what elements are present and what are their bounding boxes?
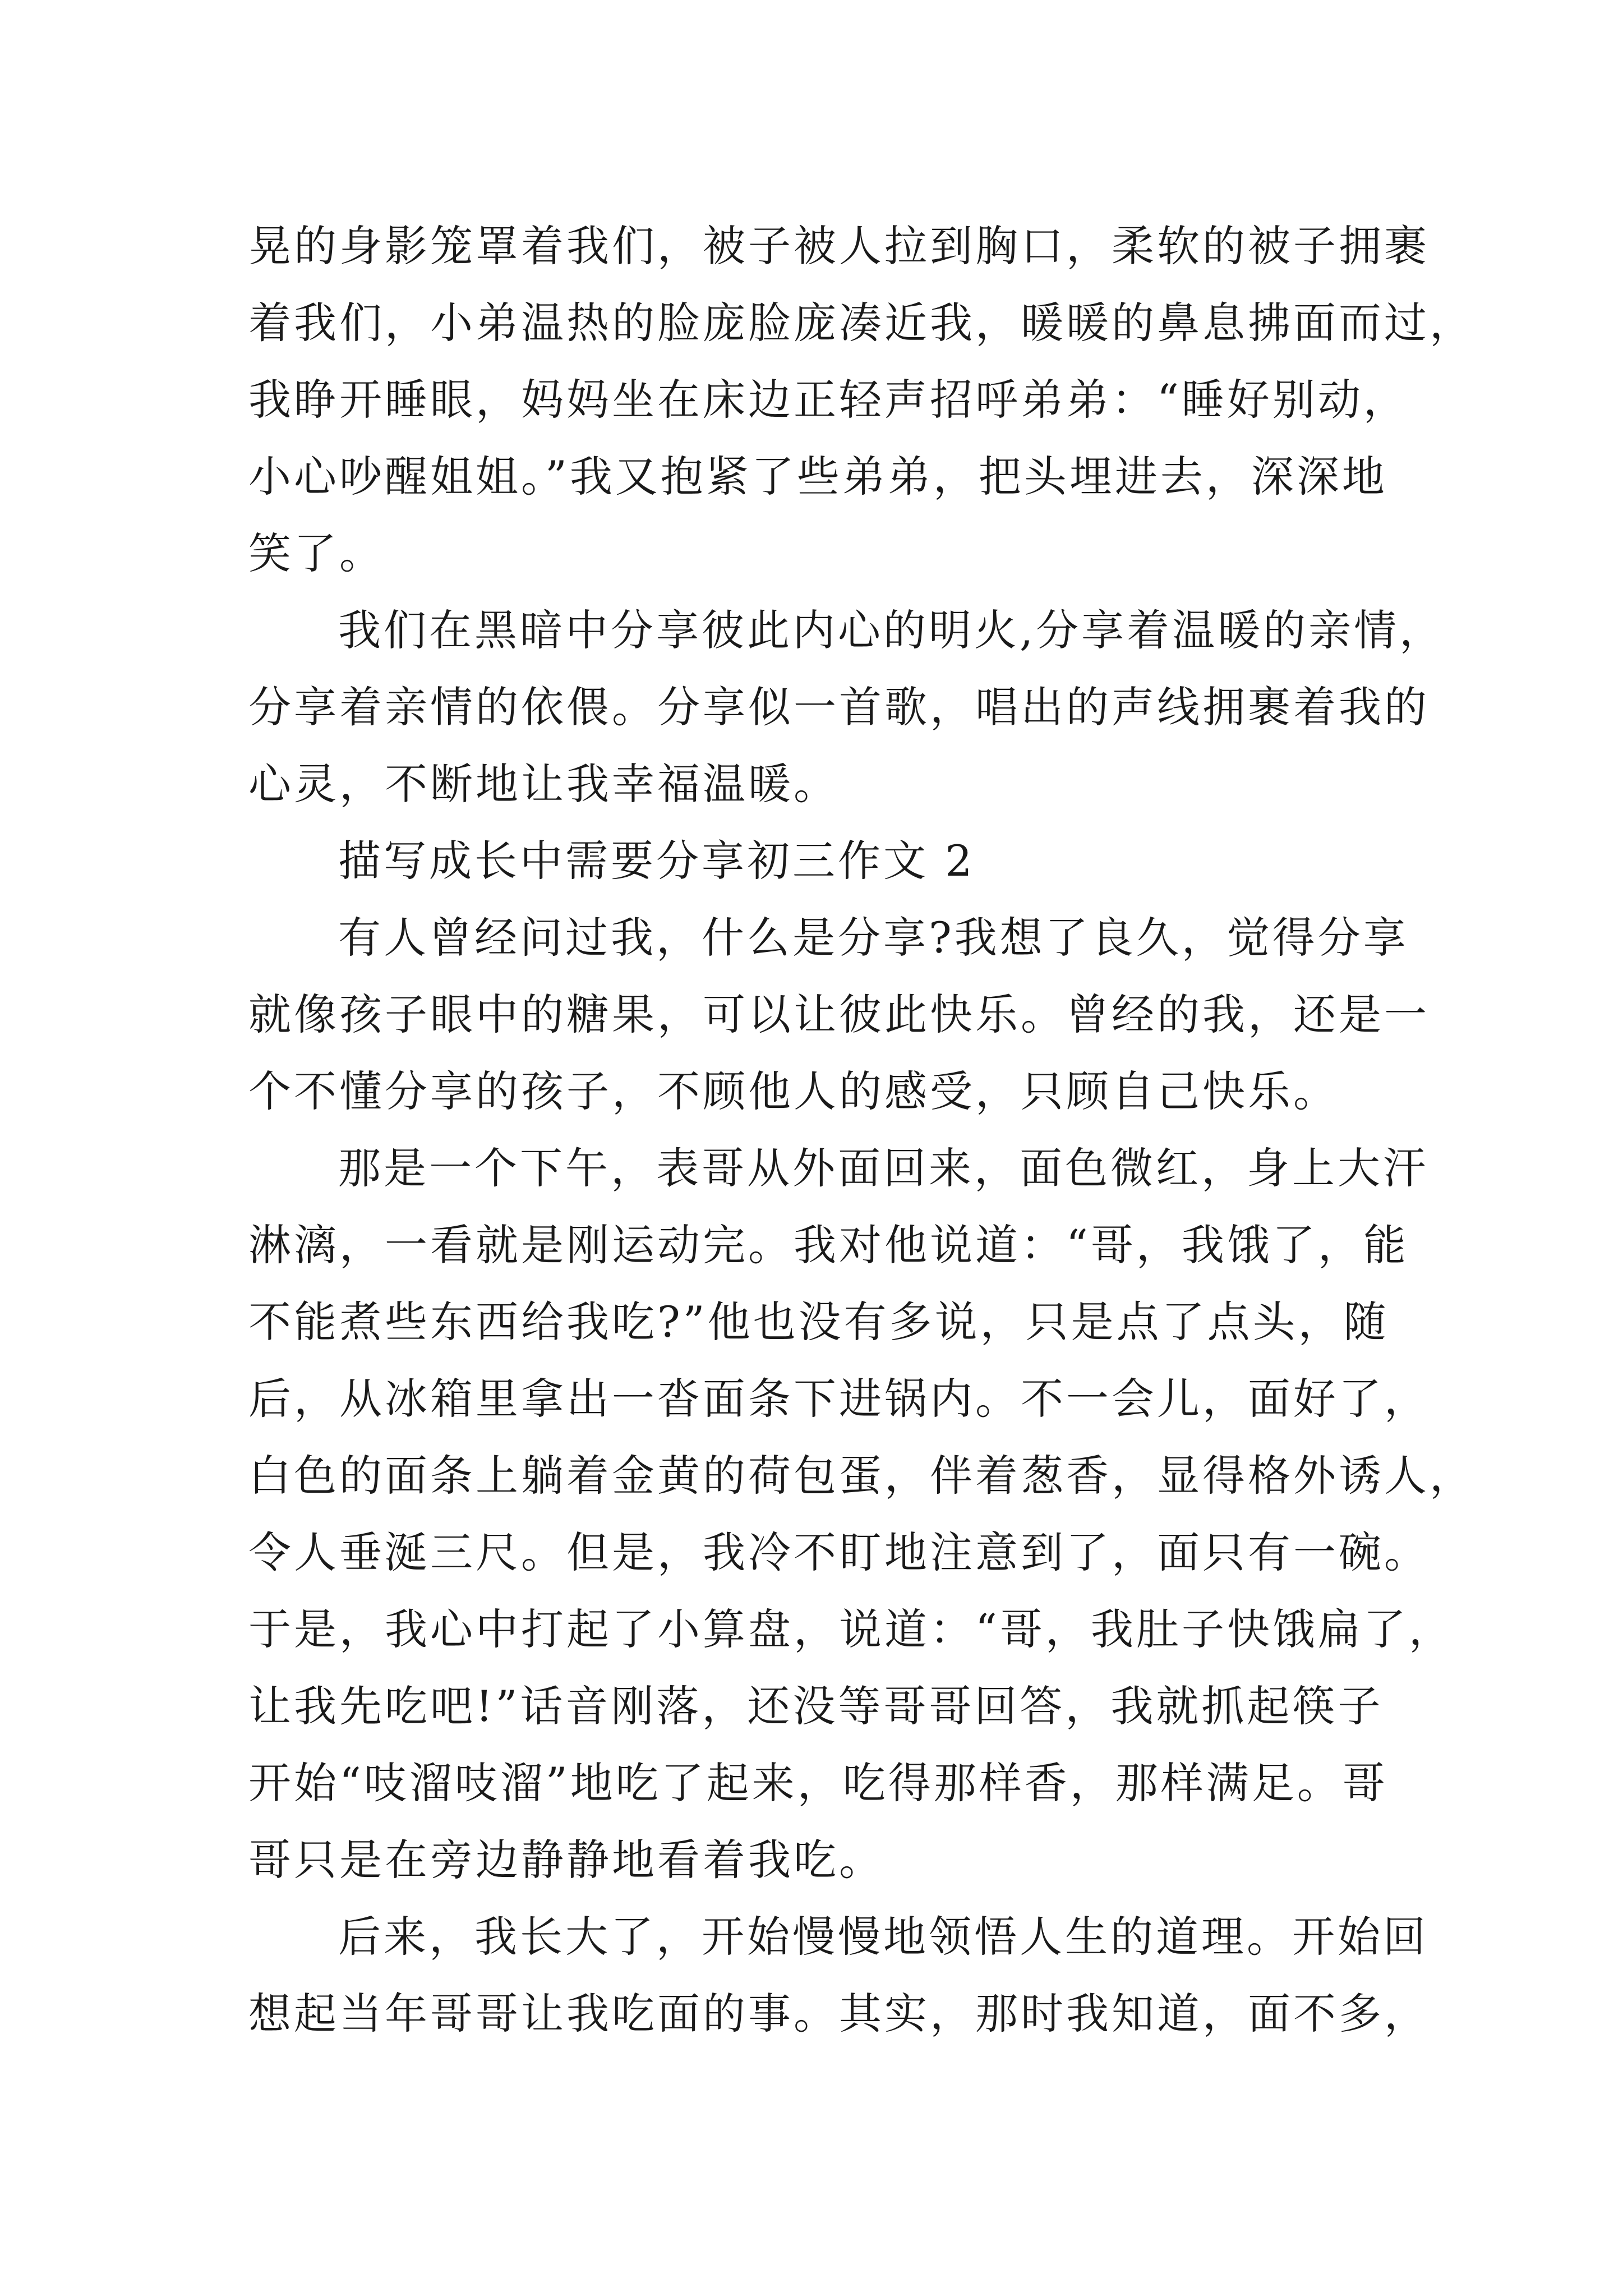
paragraph [248,822,1387,899]
text-line: 我们在黑暗中分享彼此内心的明火,分享着温暖的亲情， [338,605,1445,655]
text-line: 我睁开睡眼，妈妈坐在床边正轻声招呼弟弟：“睡好别动， [248,375,1409,425]
text-line: 小心吵醒姐姐。”我又抱紧了些弟弟，把头埋进去，深深地 [248,452,1387,501]
paragraph [248,208,1475,592]
text-line: 不能煮些东西给我吃?”他也没有多说，只是点了点头，随 [248,1297,1389,1347]
paragraph [248,592,1445,822]
text-line: 心灵，不断地让我幸福温暖。 [248,759,839,809]
text-line: 后来，我长大了，开始慢慢地领悟人生的道理。开始回 [338,1912,1428,1962]
text-line: 于是，我心中打起了小算盘，说道：“哥，我肚子快饿扁了， [248,1604,1454,1654]
text-line: 晃的身影笼罩着我们，被子被人拉到胸口，柔软的被子拥裹 [248,221,1430,271]
text-line: 分享着亲情的依偎。分享似一首歌，唱出的声线拥裹着我的 [248,682,1430,732]
text-line: 个不懂分享的孩子，不顾他人的感受，只顾自己快乐。 [248,1066,1339,1116]
text-line: 想起当年哥哥让我吃面的事。其实，那时我知道，面不多， [248,1989,1430,2039]
text-line: 那是一个下午，表哥从外面回来，面色微红，身上大汗 [338,1143,1428,1193]
text-line: 令人垂涎三尺。但是，我冷不盯地注意到了，面只有一碗。 [248,1527,1430,1577]
paragraph [248,899,1430,1130]
text-line: 淋漓，一看就是刚运动完。我对他说道：“哥，我饿了，能 [248,1220,1409,1270]
text-line: 描写成长中需要分享初三作文 2 [338,836,975,886]
text-line: 就像孩子眼中的糖果，可以让彼此快乐。曾经的我，还是一 [248,990,1430,1039]
text-line: 开始“吱溜吱溜”地吃了起来，吃得那样香，那样满足。哥 [248,1758,1388,1808]
text-line: 有人曾经问过我，什么是分享?我想了良久，觉得分享 [338,913,1409,963]
text-line: 笑了。 [248,528,385,578]
text-line: 后，从冰箱里拿出一沓面条下进锅内。不一会儿，面好了， [248,1374,1430,1424]
text-line: 白色的面条上躺着金黄的荷包蛋，伴着葱香，显得格外诱人， [248,1451,1475,1501]
paragraph [248,1130,1475,1898]
text-line: 着我们，小弟温热的脸庞脸庞凑近我，暖暖的鼻息拂面而过， [248,298,1475,348]
text-line: 哥只是在旁边静静地看着我吃。 [248,1835,884,1885]
essay-body [248,208,1475,2052]
paragraph [248,1898,1430,2052]
text-line: 让我先吃吧!”话音刚落，还没等哥哥回答，我就抓起筷子 [248,1681,1384,1731]
